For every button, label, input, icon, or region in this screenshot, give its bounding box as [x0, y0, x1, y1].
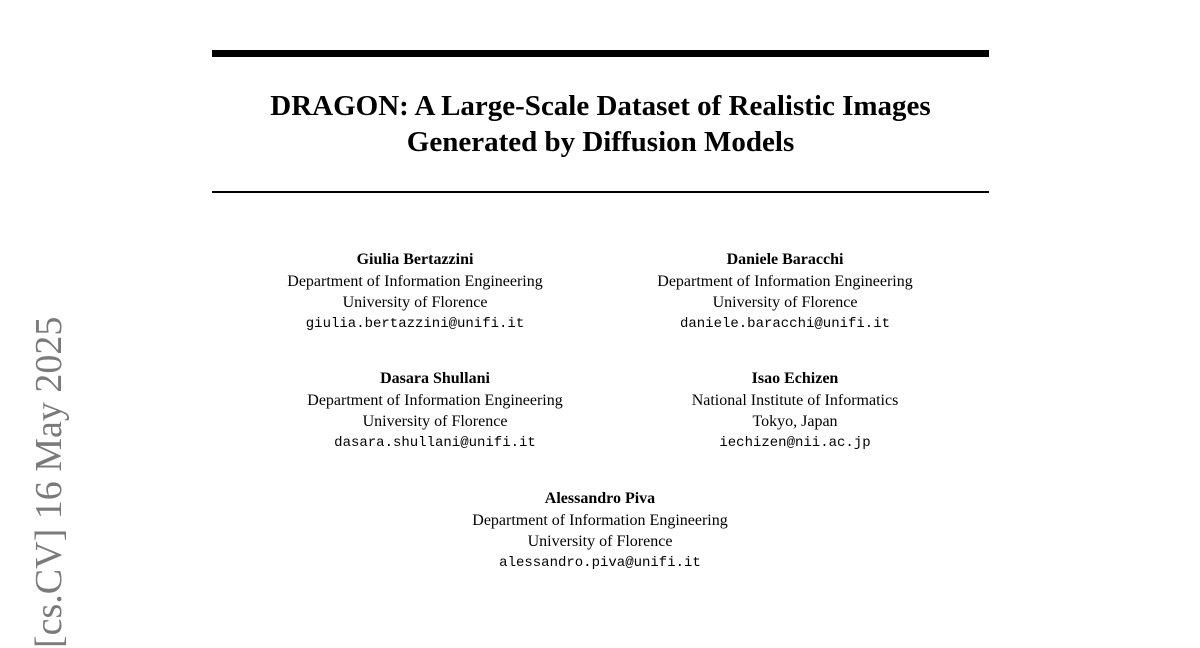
author-affiliation-institution: University of Florence	[342, 294, 488, 311]
author-name: Isao Echizen	[751, 370, 839, 387]
author-affiliation-institution: National Institute of Informatics	[691, 391, 899, 409]
paper-title-line-2: Generated by Diffusion Models	[406, 126, 795, 158]
author-name: Dasara Shullani	[380, 370, 490, 387]
author-affiliation-department: Department of Information Engineering	[287, 272, 543, 290]
title-top-rule	[212, 50, 989, 57]
author-block-4	[625, 368, 965, 454]
author-block-3	[265, 368, 605, 454]
author-email: giulia.bertazzini@unifi.it	[305, 315, 525, 332]
author-email: daniele.baracchi@unifi.it	[679, 315, 891, 332]
author-affiliation-department: Department of Information Engineering	[657, 272, 913, 290]
author-email: dasara.shullani@unifi.it	[334, 434, 536, 451]
author-affiliation-institution: University of Florence	[362, 413, 508, 430]
paper-title-line-1: DRAGON: A Large-Scale Dataset of Realistic Images	[270, 90, 931, 122]
author-affiliation-institution: University of Florence	[527, 533, 673, 550]
author-email: alessandro.piva@unifi.it	[499, 554, 701, 571]
title-bottom-rule	[212, 191, 989, 193]
author-affiliation-institution: University of Florence	[712, 294, 858, 311]
author-block-1	[245, 249, 585, 335]
author-block-2	[615, 249, 955, 335]
arxiv-side-stamp: [cs.CV] 16 May 2025	[28, 316, 70, 648]
author-name: Alessandro Piva	[544, 490, 656, 507]
author-affiliation-department: Department of Information Engineering	[472, 511, 728, 529]
author-name: Giulia Bertazzini	[356, 251, 474, 268]
paper-title	[212, 88, 989, 160]
author-email: iechizen@nii.ac.jp	[719, 434, 871, 451]
author-affiliation-location: Tokyo, Japan	[752, 413, 838, 430]
author-name: Daniele Baracchi	[726, 251, 844, 268]
author-affiliation-department: Department of Information Engineering	[307, 391, 563, 409]
author-block-5	[430, 488, 770, 574]
